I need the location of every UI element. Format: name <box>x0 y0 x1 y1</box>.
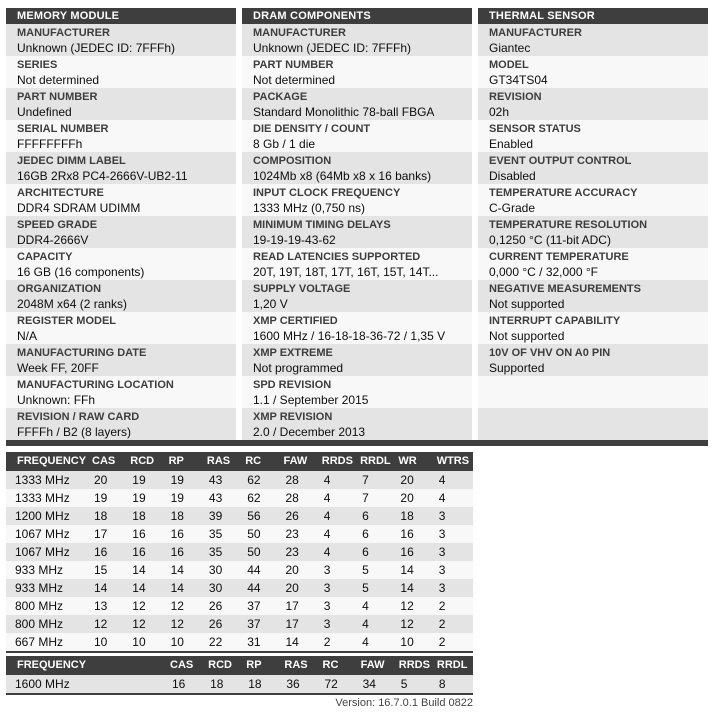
timing-cell: 10 <box>132 635 146 649</box>
field-label: SERIES <box>17 59 58 71</box>
timing-cell: 36 <box>286 677 300 691</box>
timing-cell: 23 <box>285 527 299 541</box>
timing-cell: 3 <box>323 581 331 595</box>
info-row <box>242 408 472 440</box>
info-row <box>478 408 708 440</box>
field-label: SERIAL NUMBER <box>17 123 109 135</box>
field-label: MANUFACTURER <box>17 27 110 39</box>
field-label: EVENT OUTPUT CONTROL <box>489 155 632 167</box>
field-label: ORGANIZATION <box>17 283 102 295</box>
field-value: DDR4 SDRAM UDIMM <box>17 201 141 215</box>
info-row <box>242 120 472 152</box>
timing-cell: 3 <box>438 545 446 559</box>
info-row <box>6 344 236 376</box>
field-value: 1,20 V <box>253 297 288 311</box>
frequency-cell: 1067 MHz <box>15 527 70 541</box>
timing-cell: 26 <box>285 509 299 523</box>
field-label: INTERRUPT CAPABILITY <box>489 315 621 327</box>
timing-cell: 14 <box>400 581 414 595</box>
table-row <box>6 525 473 543</box>
panel-title-dram-components: DRAM COMPONENTS <box>242 8 472 24</box>
panel-title-memory-module: MEMORY MODULE <box>6 8 236 24</box>
field-value: 0,000 °C / 32,000 °F <box>489 265 598 279</box>
timing-cell: 16 <box>170 545 184 559</box>
info-row <box>242 280 472 312</box>
field-label: MODEL <box>489 59 529 71</box>
info-row <box>242 56 472 88</box>
column-header-rcd: RCD <box>130 455 155 467</box>
frequency-cell: 1333 MHz <box>15 473 70 487</box>
field-value: GT34TS04 <box>489 73 548 87</box>
timing-cell: 39 <box>208 509 223 523</box>
timing-cell: 18 <box>94 509 108 523</box>
table-row <box>6 675 473 693</box>
info-row <box>6 56 236 88</box>
timing-cell: 17 <box>94 527 108 541</box>
timing-cell: 19 <box>170 491 184 505</box>
field-label: TEMPERATURE RESOLUTION <box>489 219 648 231</box>
info-row <box>478 280 708 312</box>
info-row <box>478 216 708 248</box>
timing-cell: 12 <box>132 599 146 613</box>
timing-cell: 17 <box>285 617 299 631</box>
timing-cell: 5 <box>362 563 369 577</box>
field-value: FFFFFFFFh <box>17 137 83 151</box>
info-row <box>478 120 708 152</box>
timing-cell: 3 <box>438 509 446 523</box>
field-value: Disabled <box>489 169 536 183</box>
info-row <box>242 24 472 56</box>
timing-cell: 4 <box>438 473 446 487</box>
field-value: 20T, 19T, 18T, 17T, 16T, 15T, 14T... <box>253 265 439 279</box>
field-label: XMP REVISION <box>253 411 333 423</box>
timing-cell: 19 <box>94 491 108 505</box>
field-value: Undefined <box>17 105 72 119</box>
info-row <box>478 56 708 88</box>
column-header-frequency: FREQUENCY <box>17 455 87 467</box>
timing-cell: 12 <box>94 617 108 631</box>
info-row <box>6 24 236 56</box>
frequency-cell: 800 MHz <box>15 617 64 631</box>
timing-cell: 44 <box>247 581 261 595</box>
column-header-rp: RP <box>168 455 184 467</box>
timing-cell: 14 <box>94 581 108 595</box>
panels-bottom-border <box>6 440 708 446</box>
panel-thermal-sensor <box>478 8 708 440</box>
field-value: Enabled <box>489 137 534 151</box>
timing-cell: 50 <box>247 527 261 541</box>
timing-cell: 2 <box>438 599 446 613</box>
column-header-ras: RAS <box>284 659 308 671</box>
info-row <box>478 248 708 280</box>
frequency-cell: 933 MHz <box>15 563 64 577</box>
timing-cell: 31 <box>247 635 261 649</box>
timing-cell: 14 <box>132 563 146 577</box>
info-row <box>242 376 472 408</box>
frequency-cell: 1067 MHz <box>15 545 70 559</box>
field-value: 19-19-19-43-62 <box>253 233 336 247</box>
timing-cell: 30 <box>208 581 223 595</box>
field-value: 1333 MHz (0,750 ns) <box>253 201 366 215</box>
field-label: PART NUMBER <box>17 91 98 103</box>
table-row <box>6 597 473 615</box>
column-header-wtrs: WTRS <box>436 455 470 467</box>
info-row <box>242 152 472 184</box>
field-value: 16 GB (16 components) <box>17 265 145 279</box>
field-value: Not supported <box>489 329 565 343</box>
field-value: Not determined <box>17 73 100 87</box>
timing-cell: 3 <box>438 563 446 577</box>
timing-cell: 4 <box>323 491 331 505</box>
column-header-frequency: FREQUENCY <box>17 659 87 671</box>
field-value: Unknown (JEDEC ID: 7FFFh) <box>17 41 176 55</box>
panel-body-dram-components <box>242 24 472 440</box>
table-row <box>6 579 473 597</box>
info-row <box>478 184 708 216</box>
field-label: DIE DENSITY / COUNT <box>253 123 371 135</box>
timing-cell: 8 <box>438 677 446 691</box>
field-label: PART NUMBER <box>253 59 334 71</box>
timing-cell: 16 <box>132 545 146 559</box>
timing-cell: 3 <box>323 617 331 631</box>
timing-cell: 20 <box>400 473 414 487</box>
field-label: MINIMUM TIMING DELAYS <box>253 219 391 231</box>
timing-cell: 6 <box>362 545 369 559</box>
field-label: INPUT CLOCK FREQUENCY <box>253 187 401 199</box>
field-label: XMP EXTREME <box>253 347 333 359</box>
timing-cell: 12 <box>400 617 414 631</box>
field-value: Week FF, 20FF <box>17 361 99 375</box>
info-row <box>6 216 236 248</box>
jedec-table-header-row <box>6 452 473 471</box>
field-value: Not supported <box>489 297 565 311</box>
timing-cell: 28 <box>285 473 299 487</box>
info-row <box>478 88 708 120</box>
timing-cell: 4 <box>323 545 331 559</box>
field-value: Unknown (JEDEC ID: 7FFFh) <box>253 41 412 55</box>
table-row <box>6 561 473 579</box>
timing-cell: 16 <box>132 527 146 541</box>
timing-cell: 6 <box>362 527 369 541</box>
column-header-rrdl: RRDL <box>360 455 391 467</box>
info-row <box>6 88 236 120</box>
timing-cell: 12 <box>132 617 146 631</box>
field-label: SENSOR STATUS <box>489 123 581 135</box>
timing-cell: 26 <box>208 617 223 631</box>
info-row <box>242 216 472 248</box>
timing-cell: 19 <box>132 473 146 487</box>
field-value: Standard Monolithic 78-ball FBGA <box>253 105 435 119</box>
column-header-rrds: RRDS <box>321 455 353 467</box>
timing-cell: 43 <box>208 473 223 487</box>
timing-cell: 16 <box>94 545 108 559</box>
timing-cell: 2 <box>438 635 446 649</box>
info-row <box>6 408 236 440</box>
panel-dram-components <box>242 8 472 440</box>
timing-cell: 62 <box>247 491 261 505</box>
timing-cell: 23 <box>285 545 299 559</box>
table-row <box>6 633 473 651</box>
table-row <box>6 471 473 489</box>
column-header-rp: RP <box>246 659 262 671</box>
xmp-table-header-row <box>6 656 473 675</box>
timing-cell: 10 <box>170 635 184 649</box>
timing-cell: 28 <box>285 491 299 505</box>
field-value: Not programmed <box>253 361 344 375</box>
timing-cell: 18 <box>132 509 146 523</box>
info-row <box>6 152 236 184</box>
field-label: NEGATIVE MEASUREMENTS <box>489 283 641 295</box>
info-row <box>6 312 236 344</box>
timing-cell: 22 <box>208 635 223 649</box>
timing-cell: 35 <box>208 527 223 541</box>
timing-cell: 5 <box>362 581 369 595</box>
timing-cell: 18 <box>170 509 184 523</box>
field-value: 1600 MHz / 16-18-18-36-72 / 1,35 V <box>253 329 446 343</box>
info-row <box>478 152 708 184</box>
timing-cell: 14 <box>285 635 299 649</box>
timing-cell: 12 <box>400 599 414 613</box>
field-label: SPEED GRADE <box>17 219 98 231</box>
panel-title-thermal-sensor: THERMAL SENSOR <box>478 8 708 24</box>
timing-cell: 3 <box>438 527 446 541</box>
version-text: Version: 16.7.0.1 Build 0822 <box>335 697 473 709</box>
info-row <box>478 312 708 344</box>
column-header-wr: WR <box>398 455 417 467</box>
timing-cell: 3 <box>323 563 331 577</box>
column-header-rrdl: RRDL <box>436 659 468 671</box>
jedec-timings-table <box>6 452 473 653</box>
timing-cell: 13 <box>94 599 108 613</box>
info-row <box>478 24 708 56</box>
info-row <box>242 248 472 280</box>
timing-cell: 14 <box>400 563 414 577</box>
timing-cell: 18 <box>400 509 414 523</box>
timing-cell: 7 <box>362 491 369 505</box>
field-label: XMP CERTIFIED <box>253 315 338 327</box>
table-row <box>6 507 473 525</box>
timing-cell: 2 <box>438 617 446 631</box>
frequency-cell: 1200 MHz <box>15 509 70 523</box>
frequency-cell: 667 MHz <box>15 635 64 649</box>
info-row <box>242 312 472 344</box>
timing-cell: 4 <box>362 599 369 613</box>
timing-cell: 16 <box>170 527 184 541</box>
info-row <box>242 344 472 376</box>
timing-cell: 14 <box>170 581 184 595</box>
timing-cell: 3 <box>323 599 331 613</box>
table-row <box>6 489 473 507</box>
column-header-rcd: RCD <box>208 659 232 671</box>
timing-cell: 20 <box>285 563 299 577</box>
timing-cell: 43 <box>208 491 223 505</box>
xmp-timings-table <box>6 656 473 695</box>
field-label: 10V OF VHV ON A0 PIN <box>489 347 611 359</box>
timing-cell: 16 <box>172 677 186 691</box>
field-value: 16GB 2Rx8 PC4-2666V-UB2-11 <box>17 169 188 183</box>
info-row <box>242 184 472 216</box>
field-label: CAPACITY <box>17 251 73 263</box>
timing-cell: 4 <box>362 617 369 631</box>
frequency-cell: 1333 MHz <box>15 491 70 505</box>
timing-cell: 12 <box>170 599 184 613</box>
timing-cell: 26 <box>208 599 223 613</box>
timing-cell: 7 <box>362 473 369 487</box>
column-header-rc: RC <box>322 659 339 671</box>
timing-cell: 3 <box>438 581 446 595</box>
field-value: N/A <box>17 329 38 343</box>
field-label: REGISTER MODEL <box>17 315 117 327</box>
info-row <box>6 280 236 312</box>
timing-cell: 17 <box>285 599 299 613</box>
field-label: ARCHITECTURE <box>17 187 104 199</box>
timing-cell: 35 <box>208 545 223 559</box>
field-label: MANUFACTURING LOCATION <box>17 379 174 391</box>
panel-body-thermal-sensor <box>478 24 708 440</box>
field-value: 1024Mb x8 (64Mb x8 x 16 banks) <box>253 169 432 183</box>
field-value: 8 Gb / 1 die <box>253 137 316 151</box>
timing-cell: 4 <box>323 473 331 487</box>
timing-cell: 19 <box>170 473 184 487</box>
field-value: 2.0 / December 2013 <box>253 425 366 439</box>
frequency-cell: 800 MHz <box>15 599 64 613</box>
info-row <box>6 120 236 152</box>
timing-cell: 2 <box>323 635 331 649</box>
timing-cell: 19 <box>132 491 146 505</box>
field-label: PACKAGE <box>253 91 308 103</box>
timing-cell: 72 <box>324 677 338 691</box>
field-label: MANUFACTURER <box>489 27 582 39</box>
timing-cell: 20 <box>285 581 299 595</box>
timing-cell: 62 <box>247 473 261 487</box>
timing-cell: 37 <box>247 617 261 631</box>
info-panels <box>6 8 708 440</box>
table-row <box>6 543 473 561</box>
timing-cell: 10 <box>400 635 414 649</box>
frequency-cell: 933 MHz <box>15 581 64 595</box>
field-label: SPD REVISION <box>253 379 332 391</box>
info-row <box>478 376 708 408</box>
timing-cell: 15 <box>94 563 108 577</box>
field-label: READ LATENCIES SUPPORTED <box>253 251 421 263</box>
info-row <box>6 184 236 216</box>
panel-body-memory-module <box>6 24 236 440</box>
timing-cell: 4 <box>438 491 446 505</box>
field-value: Giantec <box>489 41 531 55</box>
field-value: DDR4-2666V <box>17 233 89 247</box>
column-header-rrds: RRDS <box>398 659 430 671</box>
field-label: MANUFACTURER <box>253 27 346 39</box>
info-row <box>6 376 236 408</box>
field-value: 02h <box>489 105 510 119</box>
column-header-faw: FAW <box>283 455 308 467</box>
column-header-faw: FAW <box>360 659 385 671</box>
field-label: REVISION / RAW CARD <box>17 411 140 423</box>
frequency-cell: 1600 MHz <box>15 677 70 691</box>
field-label: MANUFACTURING DATE <box>17 347 147 359</box>
timing-cell: 50 <box>247 545 261 559</box>
field-value: Unknown: FFh <box>17 393 96 407</box>
timing-cell: 34 <box>362 677 376 691</box>
timing-cell: 4 <box>362 635 369 649</box>
field-value: C-Grade <box>489 201 536 215</box>
table-row <box>6 615 473 633</box>
timing-cell: 14 <box>170 563 184 577</box>
timing-cell: 37 <box>247 599 261 613</box>
timing-cell: 12 <box>170 617 184 631</box>
field-label: TEMPERATURE ACCURACY <box>489 187 638 199</box>
field-label: REVISION <box>489 91 542 103</box>
info-row <box>478 344 708 376</box>
field-label: JEDEC DIMM LABEL <box>17 155 126 167</box>
timing-cell: 30 <box>208 563 223 577</box>
info-row <box>242 88 472 120</box>
timing-cell: 5 <box>400 677 408 691</box>
column-header-cas: CAS <box>170 659 194 671</box>
field-value: 2048M x64 (2 ranks) <box>17 297 128 311</box>
panel-memory-module <box>6 8 236 440</box>
field-label: CURRENT TEMPERATURE <box>489 251 629 263</box>
info-row <box>6 248 236 280</box>
field-value: Supported <box>489 361 545 375</box>
field-value: 1.1 / September 2015 <box>253 393 369 407</box>
timing-cell: 4 <box>323 509 331 523</box>
field-label: COMPOSITION <box>253 155 332 167</box>
timing-cell: 4 <box>323 527 331 541</box>
timing-cell: 44 <box>247 563 261 577</box>
timing-cell: 16 <box>400 527 414 541</box>
timing-cell: 20 <box>400 491 414 505</box>
timing-cell: 18 <box>248 677 262 691</box>
column-header-rc: RC <box>245 455 262 467</box>
timing-cell: 18 <box>210 677 224 691</box>
jedec-table-body <box>6 471 473 651</box>
field-value: Not determined <box>253 73 336 87</box>
timing-cell: 10 <box>94 635 108 649</box>
column-header-ras: RAS <box>206 455 231 467</box>
field-value: FFFFh / B2 (8 layers) <box>17 425 132 439</box>
timing-cell: 16 <box>400 545 414 559</box>
field-label: SUPPLY VOLTAGE <box>253 283 351 295</box>
column-header-cas: CAS <box>92 455 116 467</box>
timing-cell: 6 <box>362 509 369 523</box>
timing-cell: 20 <box>94 473 108 487</box>
xmp-table-body <box>6 675 473 693</box>
timing-cell: 56 <box>247 509 261 523</box>
timing-cell: 14 <box>132 581 146 595</box>
field-value: 0,1250 °C (11-bit ADC) <box>489 233 611 247</box>
